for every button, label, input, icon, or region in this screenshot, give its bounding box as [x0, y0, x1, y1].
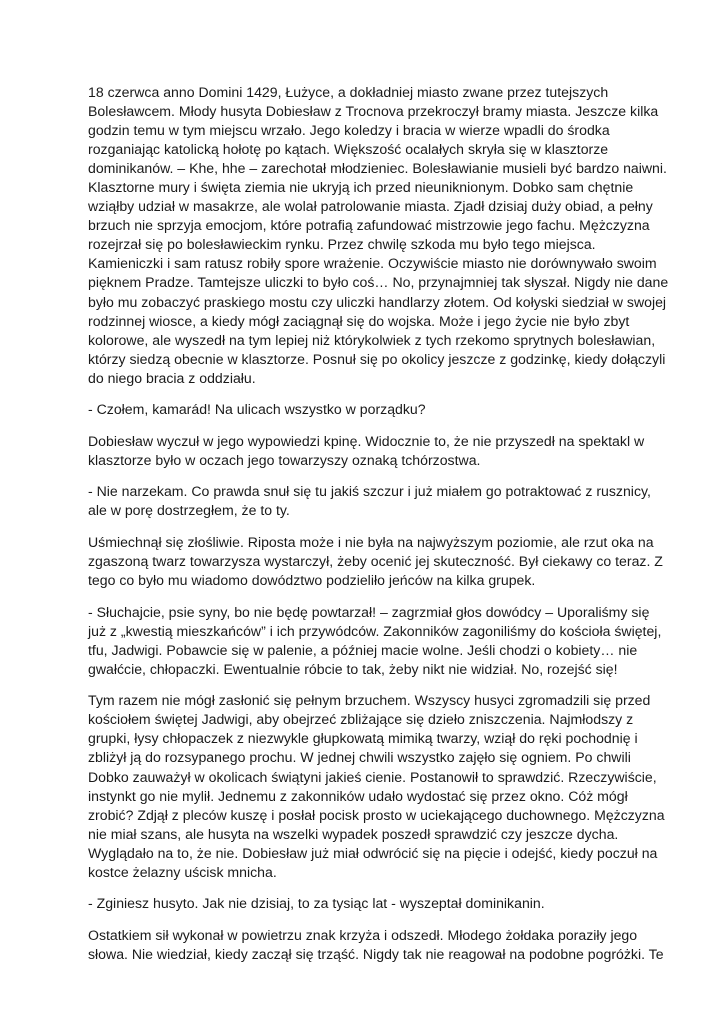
text-line: Tym razem nie mógł zasłonić się pełnym brzuchem. Wszyscy husyci zgromadzili się przed [88, 692, 651, 709]
paragraph [88, 691, 665, 881]
text-line: kostce żelazny uścisk mnicha. [88, 863, 277, 880]
text-line: dominikanów. – Khe, hhe – zarechotał młodzieniec. Bolesławianie musieli być bardzo naiwni. [88, 160, 667, 177]
text-line: Uśmiechnął się złośliwie. Riposta może i nie była na najwyższym poziomie, ale rzut oka na [88, 533, 654, 550]
text-line: ale w porę dostrzegłem, że to ty. [88, 502, 290, 519]
document-body [88, 83, 669, 976]
paragraph [88, 83, 669, 388]
text-line: - Czołem, kamarád! Na ulicach wszystko w porządku? [88, 401, 426, 418]
text-line: rozejrzał się po bolesławieckim rynku. Przez chwilę szkoda mu było tego miejsca. [88, 236, 596, 253]
text-line: tfu, Jadwigi. Pobawcie się w palenie, a później macie wolne. Jeśli chodzi o kobiety… nie [88, 641, 638, 658]
text-line: gwałćcie, chłopaczki. Ewentualnie róbcie to tak, żeby nikt nie widział. No, rozejść się! [88, 660, 618, 677]
text-line: już z „kwestią mieszkańców” i ich przywódców. Zakonników zagoniliśmy do kościoła świętej, [88, 622, 662, 639]
text-line: tego co było mu wiadomo dowództwo podzieliło jeńców na kilka grupek. [88, 572, 536, 589]
paragraph [88, 533, 663, 590]
text-line: - Zginiesz husyto. Jak nie dzisiaj, to za tysiąc lat - wyszeptał dominikanin. [88, 895, 545, 912]
text-line: Dobiesław wyczuł w jego wypowiedzi kpinę. Widocznie to, że nie przyszedł na spektakl w [88, 432, 645, 449]
paragraph [88, 432, 648, 470]
text-line: 18 czerwca anno Domini 1429, Łużyce, a dokładniej miasto zwane przez tutejszych [88, 84, 609, 100]
text-line: grupki, łysy chłopaczek z niezwykle głupkowatą mimiką twarzy, wziął do ręki pochodnię i [88, 730, 638, 747]
text-line: było mu zobaczyć praskiego mostu czy uliczki handlarzy złotem. Od kołyski siedział w swojej [88, 293, 667, 310]
text-line: rodzinnej wiosce, a kiedy mógł zaciągnął się do wojska. Może i jego życie nie było zbyt [88, 312, 630, 329]
text-line: rozganiając katolicką hołotę po kątach. Większość ocalałych skryła się w klasztorze [88, 141, 609, 158]
paragraph [88, 926, 664, 964]
text-line: zgaszoną twarz towarzysza wystarczył, żeby ocenić jej skuteczność. Był ciekawy co teraz. Z [88, 553, 663, 570]
text-line: brzuch nie sprzyja emocjom, które potrafią zafundować mistrzowie jego fachu. Mężczyzna [88, 217, 650, 234]
paragraph [88, 482, 651, 520]
paragraph [88, 894, 648, 913]
text-line: Klasztorne mury i święta ziemia nie ukryją ich przed nieuniknionym. Dobko sam chętnie [88, 179, 634, 196]
paragraph [88, 400, 648, 419]
text-line: Ostatkiem sił wykonał w powietrzu znak krzyża i odszedł. Młodego żołdaka poraziły jego [88, 926, 638, 943]
text-line: instynkt go nie mylił. Jednemu z zakonników udało wydostać się przez okno. Cóż mógł [88, 787, 628, 804]
text-line: kolorowe, ale wyszedł na tym lepiej niż którykolwiek z tych rzekomo sprytnych bolesławian, [88, 331, 656, 348]
text-line: klasztorze było w oczach jego towarzyszy oznaką tchórzostwa. [88, 451, 481, 468]
text-line: pięknem Pradze. Tamtejsze uliczki to było coś… No, przynajmniej tak słyszał. Nigdy nie dane [88, 274, 669, 291]
text-line: Bolesławcem. Młody husyta Dobiesław z Trocnova przekroczył bramy miasta. Jeszcze kilka [88, 103, 659, 120]
text-line: zbliżył ją do rozsypanego prochu. W jednej chwili wszystko zajęło się ogniem. Po chwili [88, 749, 631, 766]
text-line: kościołem świętej Jadwigi, aby obejrzeć zbliżające się dzieło zniszczenia. Najmłodszy z [88, 711, 634, 728]
text-line: którzy siedzą obecnie w klasztorze. Posnuł się po okolicy jeszcze z godzinkę, kiedy dołączyli [88, 350, 666, 367]
text-line: nie miał szans, ale husyta na wszelki wypadek poszedł sprawdzić czy jeszcze dycha. [88, 825, 619, 842]
text-line: Kamieniczki i sam ratusz robiły spore wrażenie. Oczywiście miasto nie dorównywało swoim [88, 255, 657, 272]
text-line: Wyglądało na to, że nie. Dobiesław już miał odwrócić się na pięcie i odejść, kiedy poczuł na [88, 844, 658, 861]
text-line: - Nie narzekam. Co prawda snuł się tu jakiś szczur i już miałem go potraktować z rusznicy, [88, 483, 651, 500]
text-line: - Słuchajcie, psie syny, bo nie będę powtarzał! – zagrzmiał głos dowódcy – Uporaliśmy się [88, 603, 650, 620]
text-line: słowa. Nie wiedział, kiedy zaczął się trząść. Nigdy tak nie reagował na podobne pogróżki. Te [88, 945, 664, 962]
text-line: zrobić? Zdjął z pleców kuszę i posłał pocisk prosto w uciekającego duchownego. Mężczyzna [88, 806, 665, 823]
text-line: wziąłby udział w masakrze, ale wolał patrolowanie miasta. Zjadł dzisiaj duży obiad, a pełny [88, 198, 653, 215]
paragraph [88, 603, 662, 679]
text-line: godzin temu w tym miejscu wrzało. Jego koledzy i bracia w wierze wpadli do środka [88, 122, 610, 139]
text-line: Dobko zauważył w okolicach świątyni jakieś cienie. Postanowił to sprawdzić. Rzeczywiście, [88, 768, 657, 785]
text-line: do niego bracia z oddziału. [88, 369, 256, 386]
